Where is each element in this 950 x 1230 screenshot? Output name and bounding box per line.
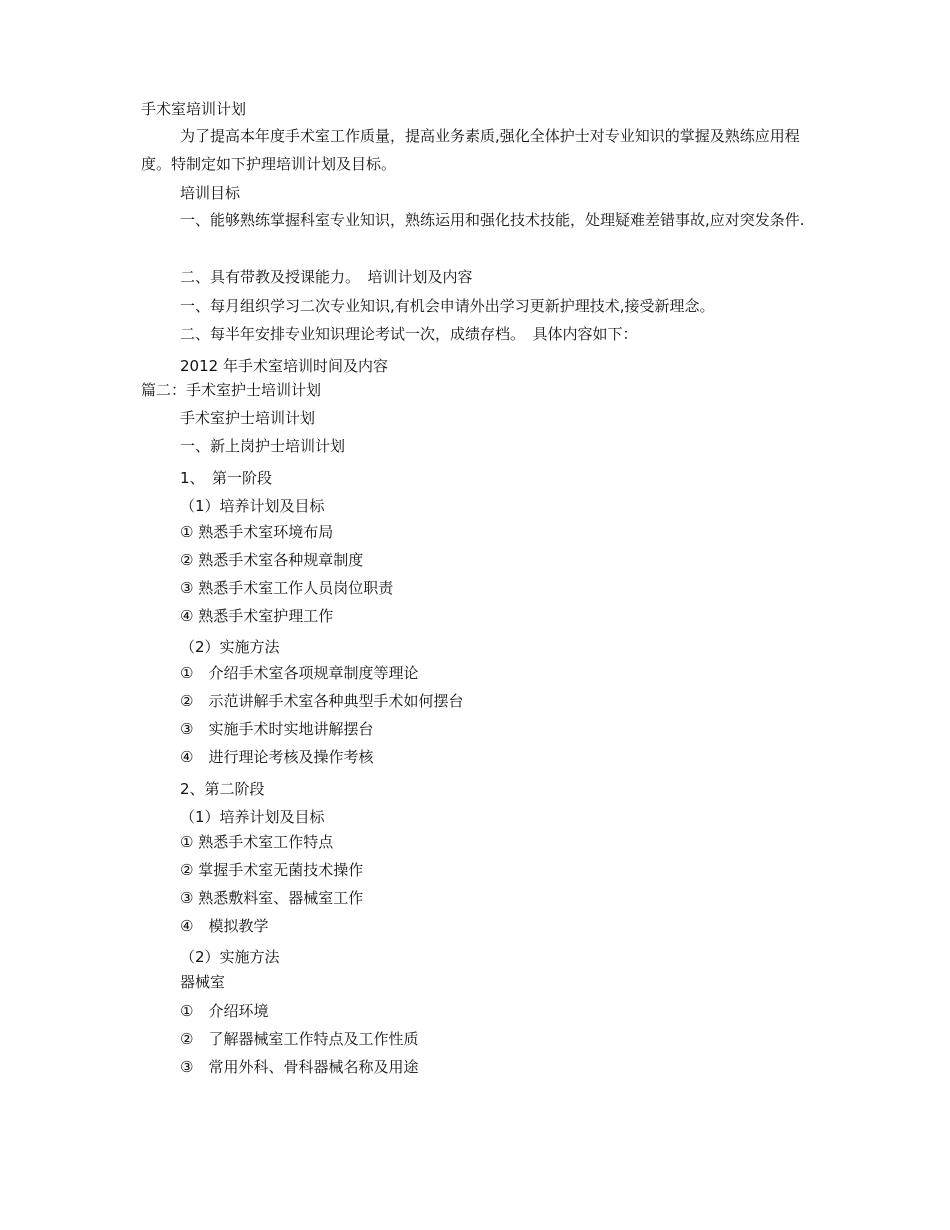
list-item: ② 示范讲解手术室各种典型手术如何摆台 (180, 692, 464, 710)
stage2-heading: 2、第二阶段 (180, 780, 265, 798)
doc-title: 手术室培训计划 (141, 100, 247, 118)
list-item: ① 介绍环境 (180, 1002, 269, 1020)
list-item: ① 介绍手术室各项规章制度等理论 (180, 664, 419, 682)
list-item: ① 熟悉手术室工作特点 (180, 833, 334, 851)
goal-item-2: 二、具有带教及授课能力。 培训计划及内容 (180, 268, 473, 286)
goal-heading: 培训目标 (180, 184, 241, 202)
plan-item-2: 二、每半年安排专业知识理论考试一次，成绩存档。 具体内容如下： (180, 325, 638, 343)
list-item: ① 熟悉手术室环境布局 (180, 523, 334, 541)
list-item: ③ 熟悉敷料室、器械室工作 (180, 889, 364, 907)
stage1-heading: 1、 第一阶段 (180, 469, 273, 487)
stage1-methods-heading: （2）实施方法 (180, 638, 280, 656)
stage2-goals-heading: （1）培养计划及目标 (180, 808, 325, 826)
stage2-methods-heading: （2）实施方法 (180, 948, 280, 966)
list-item: ③ 实施手术时实地讲解摆台 (180, 720, 374, 738)
new-nurse-heading: 一、新上岗护士培训计划 (180, 437, 346, 455)
list-item: ② 了解器械室工作特点及工作性质 (180, 1030, 419, 1048)
list-item: ④ 模拟教学 (180, 917, 269, 935)
list-item: ② 掌握手术室无菌技术操作 (180, 861, 364, 879)
stage1-goals-heading: （1）培养计划及目标 (180, 497, 325, 515)
list-item: ④ 熟悉手术室护理工作 (180, 607, 334, 625)
goal-item-1: 一、能够熟练掌握科室专业知识，熟练运用和强化技术技能，处理疑难差错事故,应对突发条件. (180, 211, 805, 229)
list-item: ④ 进行理论考核及操作考核 (180, 748, 374, 766)
list-item: ③ 熟悉手术室工作人员岗位职责 (180, 579, 394, 597)
part2-heading: 篇二：手术室护士培训计划 (141, 381, 322, 399)
intro-paragraph: 为了提高本年度手术室工作质量，提高业务素质,强化全体护士对专业知识的掌握及熟练应用程度。特制定如下护理培训计划及目标。 (141, 127, 800, 173)
part2-title: 手术室护士培训计划 (180, 409, 316, 427)
equipment-room-heading: 器械室 (180, 973, 226, 991)
year-content-heading: 2012 年手术室培训时间及内容 (180, 357, 388, 375)
plan-item-1: 一、每月组织学习二次专业知识,有机会申请外出学习更新护理技术,接受新理念。 (180, 297, 715, 315)
list-item: ② 熟悉手术室各种规章制度 (180, 551, 364, 569)
list-item: ③ 常用外科、骨科器械名称及用途 (180, 1058, 419, 1076)
